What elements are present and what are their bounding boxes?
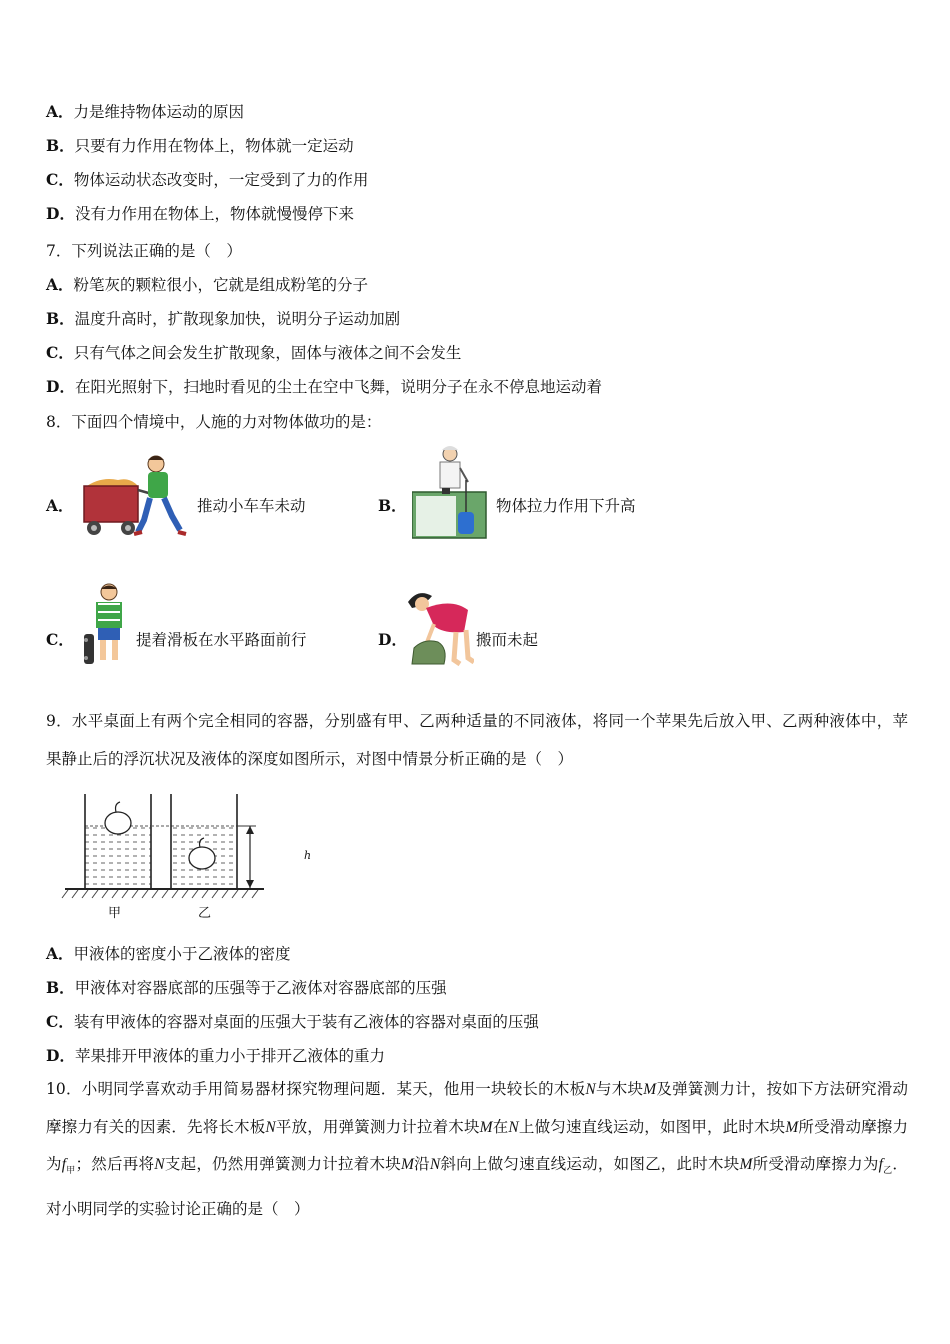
option-letter: C． bbox=[46, 343, 74, 362]
q10-stem bbox=[46, 1071, 908, 1228]
q8-option-d-text: 搬而未起 bbox=[476, 631, 539, 649]
option-letter: D． bbox=[46, 377, 75, 396]
q7-option-a bbox=[46, 275, 368, 295]
q10-text-12: 所受滑动摩擦力为 bbox=[752, 1155, 879, 1173]
q7-option-b bbox=[46, 309, 400, 329]
q10-text-13: ．对小明同学的实验讨论正确的是（ ） bbox=[46, 1155, 908, 1218]
option-text: 只要有力作用在物体上，物体就一定运动 bbox=[74, 137, 354, 155]
q8-option-b-letter: B． bbox=[378, 496, 407, 515]
q8-option-a-letter: A． bbox=[46, 496, 74, 515]
var-f: f bbox=[61, 1156, 67, 1173]
option-letter: A． bbox=[46, 275, 74, 294]
container-label-jia: 甲 bbox=[108, 906, 122, 921]
carrying-skateboard-illustration bbox=[82, 582, 136, 668]
q10-text-6: 上做匀速直线运动，如图甲，此时木块 bbox=[518, 1117, 786, 1136]
option-letter: D． bbox=[46, 204, 75, 223]
var-m: M bbox=[400, 1156, 414, 1173]
lifting-rock-illustration bbox=[404, 588, 474, 668]
depth-label-h: h bbox=[304, 849, 312, 862]
q8-option-d-letter: D． bbox=[378, 630, 407, 649]
option-letter: B． bbox=[46, 136, 75, 155]
q10-text-1: 10．小明同学喜欢动手用简易器材探究物理问题．某天，他用一块较长的木板 bbox=[46, 1080, 586, 1098]
option-text: 粉笔灰的颗粒很小，它就是组成粉笔的分子 bbox=[73, 276, 369, 294]
option-letter: A． bbox=[46, 944, 74, 963]
pushing-cart-illustration bbox=[78, 450, 190, 540]
q7-option-d bbox=[46, 377, 602, 397]
q10-text-7: 所受滑动摩擦力为 bbox=[46, 1117, 908, 1173]
q7-stem: 7．下列说法正确的是（ ） bbox=[46, 242, 242, 260]
q10-text-4: 平放，用弹簧测力计拉着木块 bbox=[275, 1117, 480, 1136]
q6-option-b bbox=[46, 136, 354, 156]
q10-text-5: 在 bbox=[492, 1117, 509, 1136]
var-m: M bbox=[643, 1081, 657, 1098]
option-text: 甲液体的密度小于乙液体的密度 bbox=[73, 945, 291, 963]
option-text: 装有甲液体的容器对桌面的压强大于装有乙液体的容器对桌面的压强 bbox=[73, 1013, 539, 1031]
option-letter: C． bbox=[46, 170, 74, 189]
var-m: M bbox=[479, 1118, 493, 1136]
two-containers-apple-figure bbox=[60, 790, 270, 922]
option-text: 物体运动状态改变时，一定受到了力的作用 bbox=[73, 171, 369, 189]
option-text: 温度升高时，扩散现象加快，说明分子运动加剧 bbox=[74, 310, 401, 328]
option-text: 只有气体之间会发生扩散现象，固体与液体之间不会发生 bbox=[73, 344, 462, 362]
q8-option-a-text: 推动小车车未动 bbox=[197, 497, 306, 515]
q9-stem: 9．水平桌面上有两个完全相同的容器，分别盛有甲、乙两种适量的不同液体，将同一个苹果先后放入甲、乙两种液体中，苹果静止后的浮沉状况及液体的深度如图所示，对图中情景分析正确的是（ ） bbox=[46, 712, 908, 768]
q8-option-b-text: 物体拉力作用下升高 bbox=[496, 497, 636, 515]
q10-text-10: 沿 bbox=[413, 1155, 430, 1173]
q10-text-9: 支起，仍然用弹簧测力计拉着木块 bbox=[164, 1155, 401, 1173]
var-m: M bbox=[785, 1118, 799, 1136]
subscript-yi: 乙 bbox=[882, 1166, 893, 1177]
q6-option-a bbox=[46, 102, 244, 122]
q10-text-11: 斜向上做匀速直线运动，如图乙，此时木块 bbox=[440, 1155, 740, 1173]
option-letter: B． bbox=[46, 309, 75, 328]
q7-option-c bbox=[46, 343, 461, 363]
option-letter: C． bbox=[46, 1012, 74, 1031]
q10-text-8: ；然后再将 bbox=[75, 1155, 155, 1173]
container-label-yi: 乙 bbox=[198, 906, 212, 921]
option-text: 在阳光照射下，扫地时看见的尘土在空中飞舞，说明分子在永不停息地运动着 bbox=[74, 378, 602, 396]
var-m: M bbox=[739, 1156, 753, 1173]
q9-option-a bbox=[46, 944, 291, 964]
var-n: N bbox=[585, 1081, 596, 1098]
lifting-bucket-illustration bbox=[412, 442, 488, 540]
option-text: 甲液体对容器底部的压强等于乙液体对容器底部的压强 bbox=[74, 979, 447, 997]
q6-option-d bbox=[46, 204, 354, 224]
option-text: 苹果排开甲液体的重力小于排开乙液体的重力 bbox=[74, 1047, 385, 1065]
option-letter: D． bbox=[46, 1046, 75, 1065]
subscript-jia: 甲 bbox=[66, 1166, 76, 1177]
q9-option-d bbox=[46, 1046, 385, 1066]
option-letter: B． bbox=[46, 978, 75, 997]
q6-option-c bbox=[46, 170, 368, 190]
option-text: 力是维持物体运动的原因 bbox=[73, 103, 245, 121]
var-n: N bbox=[154, 1156, 165, 1173]
var-n: N bbox=[508, 1118, 519, 1136]
q10-text-2: 与木块 bbox=[595, 1080, 644, 1098]
q10-text-3: 及弹簧测力计，按如下方法研究滑动摩擦力有关的因素．先将长木板 bbox=[46, 1080, 908, 1136]
option-letter: A． bbox=[46, 102, 74, 121]
q8-option-c-text: 提着滑板在水平路面前行 bbox=[136, 631, 307, 649]
q9-option-b bbox=[46, 978, 447, 998]
var-n: N bbox=[265, 1118, 276, 1136]
q8-stem: 8．下面四个情境中，人施的力对物体做功的是： bbox=[46, 413, 382, 431]
var-n: N bbox=[429, 1156, 441, 1173]
var-f: f bbox=[878, 1156, 883, 1173]
q9-option-c bbox=[46, 1012, 539, 1032]
q8-option-c-letter: C． bbox=[46, 630, 74, 649]
option-text: 没有力作用在物体上，物体就慢慢停下来 bbox=[74, 205, 354, 223]
